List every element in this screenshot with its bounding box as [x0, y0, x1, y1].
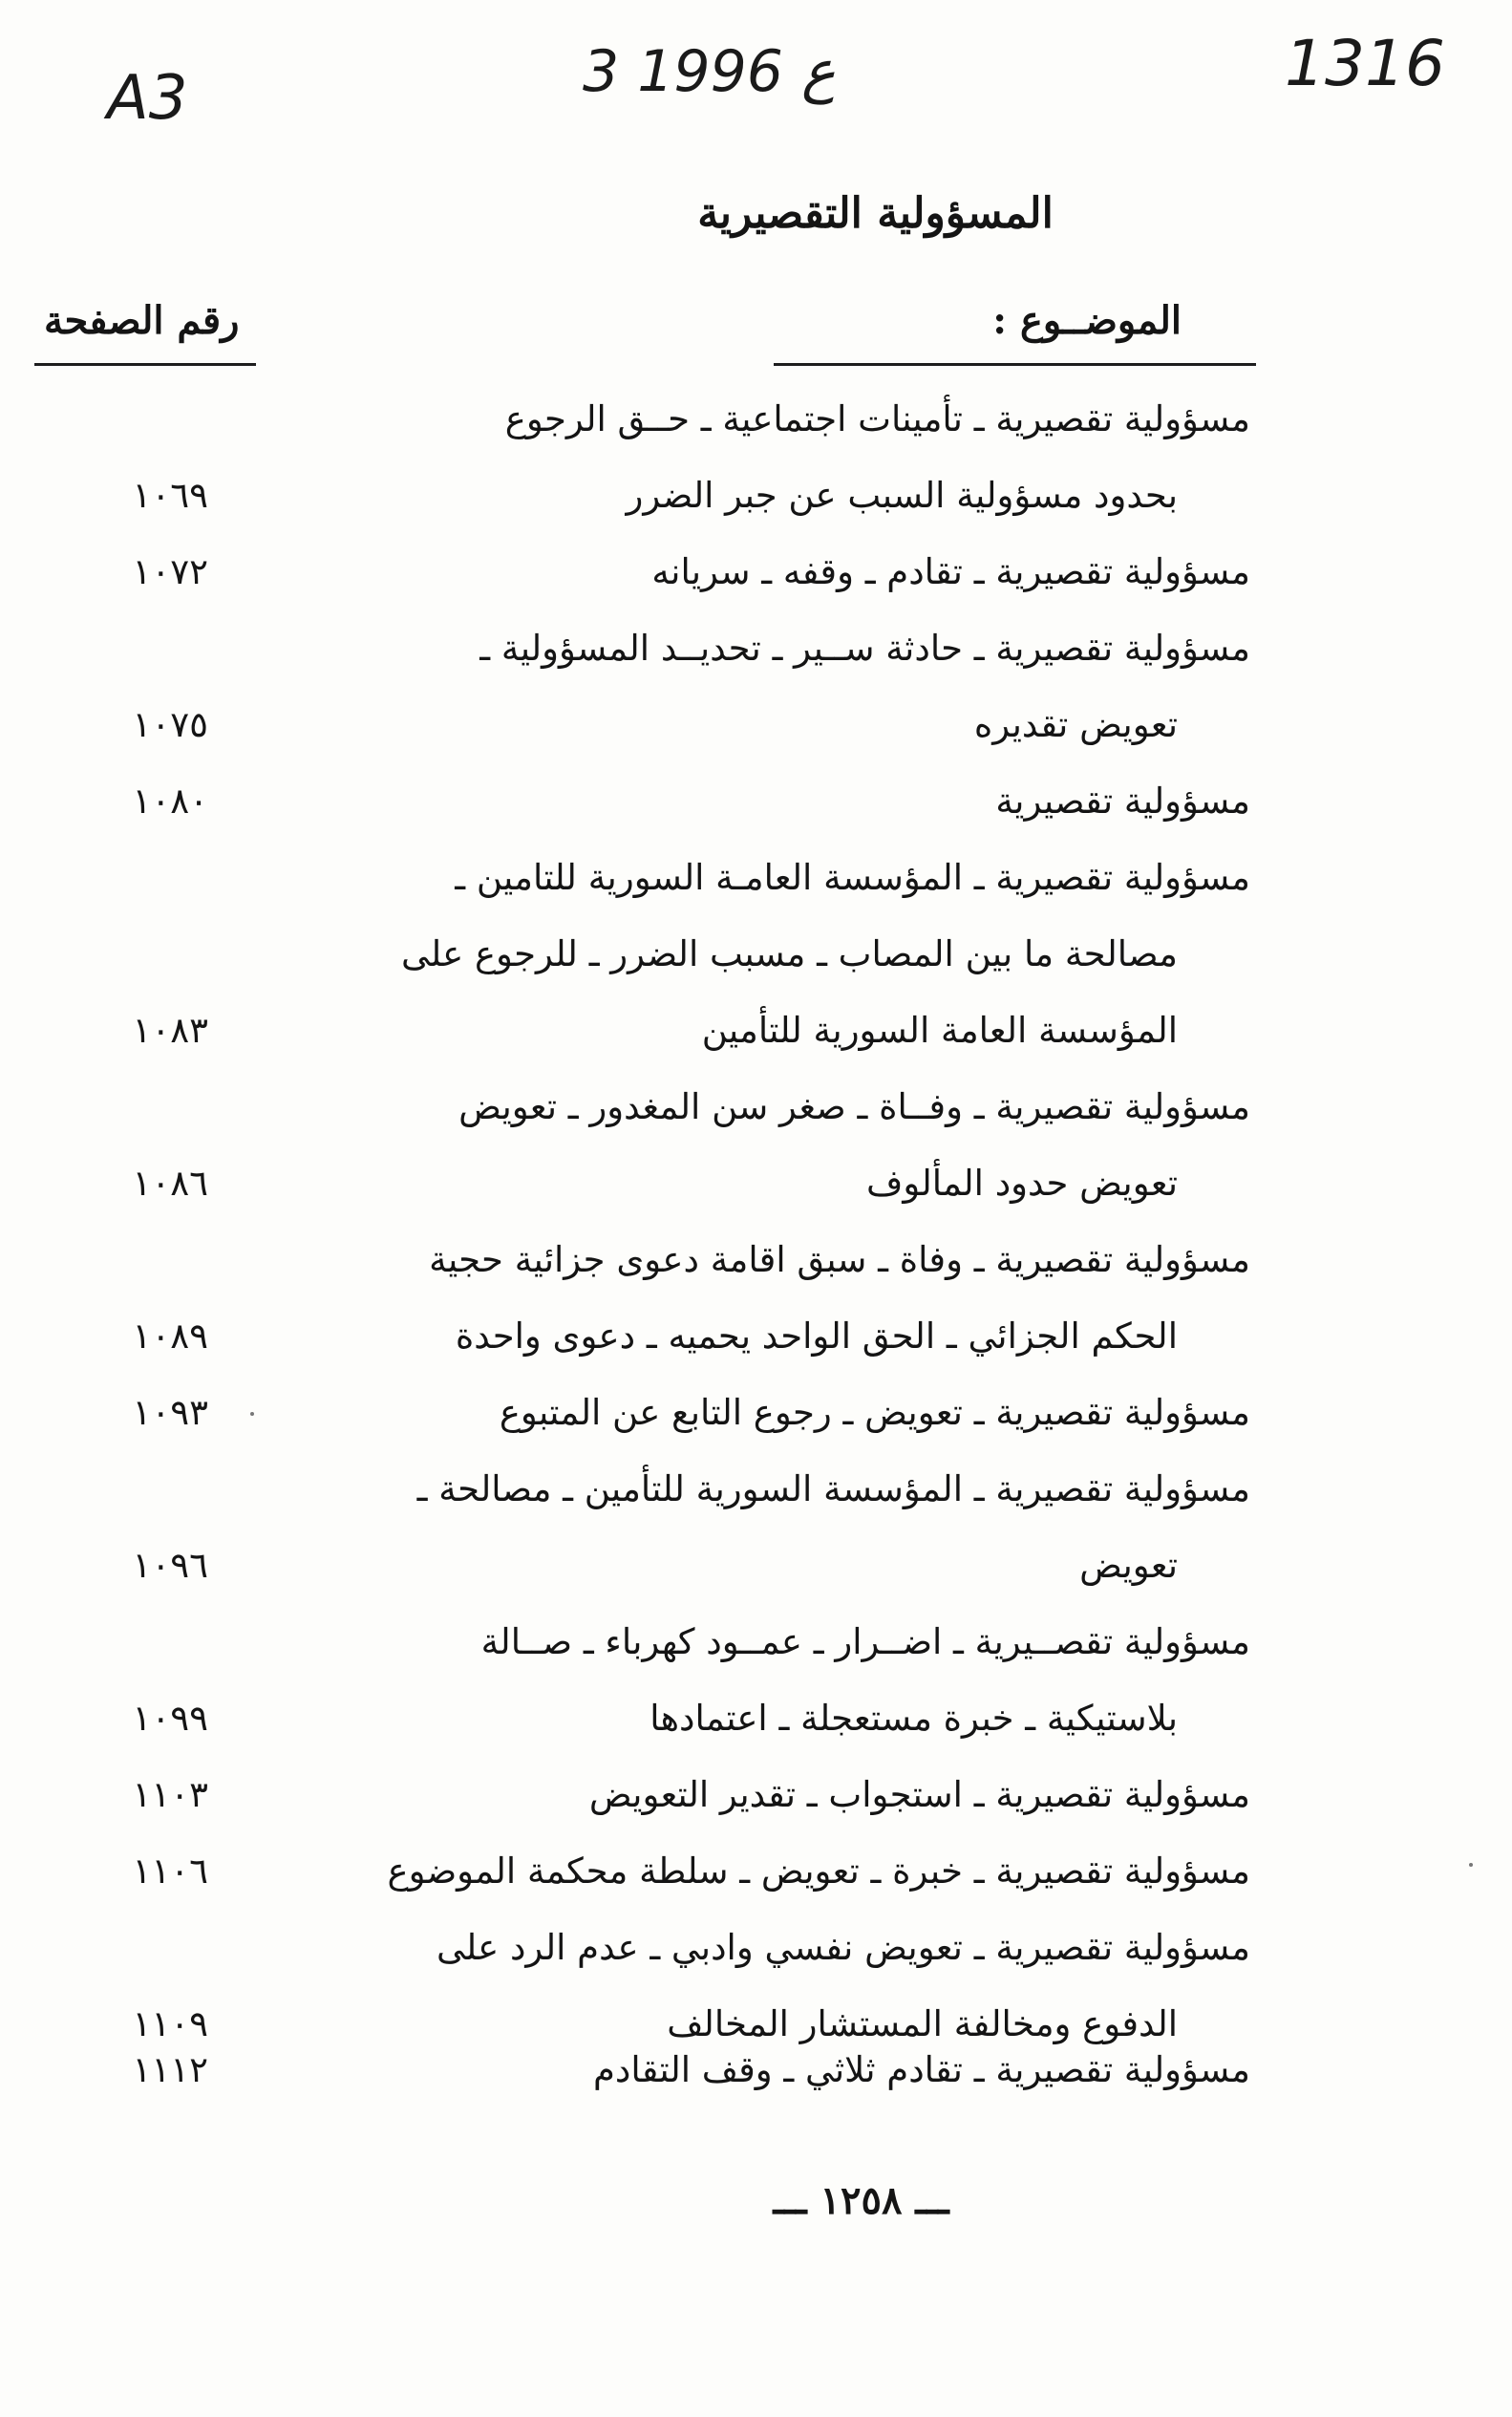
- scan-speck: [1469, 1863, 1473, 1867]
- entry-page-number: ١٠٨٠: [132, 781, 208, 822]
- entry-page-number: ١٠٧٢: [132, 551, 208, 592]
- entry-page-number: ١٠٨٩: [132, 1315, 208, 1357]
- entry-topic-text: مسؤولية تقصيرية ـ تأمينات اجتماعية ـ حــق الرجوع: [504, 398, 1250, 439]
- entry-topic-text: مسؤولية تقصيرية ـ المؤسسة العامـة السورية للتامين ـ: [455, 857, 1250, 898]
- entry-page-number: ١٠٨٦: [132, 1163, 208, 1204]
- entry-topic-text: المؤسسة العامة السورية للتأمين: [701, 1010, 1178, 1051]
- entry-topic-text: مسؤولية تقصــيرية ـ اضــرار ـ عمــود كهرباء ـ صــالة: [480, 1621, 1250, 1662]
- entry-topic-text: الحكم الجزائي ـ الحق الواحد يحميه ـ دعوى واحدة: [455, 1315, 1178, 1357]
- page-title: [0, 189, 1512, 238]
- entry-page-number: ١١١٢: [132, 2049, 208, 2090]
- page-header-underline: [34, 363, 256, 366]
- scan-speck: [250, 1412, 254, 1416]
- entry-topic-text: مسؤولية تقصيرية ـ تقادم ثلاثي ـ وقف التقادم: [592, 2049, 1250, 2090]
- index-entries: [0, 398, 1512, 2140]
- entry-topic-text: مسؤولية تقصيرية ـ المؤسسة السورية للتأمين ـ مصالحة ـ: [416, 1468, 1250, 1509]
- entry-topic-text: بحدود مسؤولية السبب عن جبر الضرر: [626, 475, 1178, 516]
- entry-page-number: ١١٠٣: [132, 1774, 208, 1815]
- entry-page-number: ١١٠٦: [132, 1850, 208, 1892]
- entry-page-number: ١٠٧٥: [132, 704, 208, 745]
- entry-page-number: ١٠٨٣: [132, 1010, 208, 1051]
- footer-page-number: ـــ ١٢٥٨ ـــ: [773, 2178, 949, 2223]
- topic-column-header: الموضــوع :: [992, 298, 1182, 343]
- entry-topic-text: مسؤولية تقصيرية ـ خبرة ـ تعويض ـ سلطة محكمة الموضوع: [387, 1850, 1250, 1892]
- entry-topic-text: مسؤولية تقصيرية ـ وفــاة ـ صغر سن المغدور ـ تعويض: [458, 1086, 1250, 1127]
- entry-page-number: ١١٠٩: [132, 2003, 208, 2044]
- entry-topic-text: مسؤولية تقصيرية: [995, 781, 1250, 822]
- entry-topic-text: مسؤولية تقصيرية ـ وفاة ـ سبق اقامة دعوى جزائية حجية: [429, 1239, 1250, 1280]
- entry-topic-text: تعويض: [1079, 1545, 1178, 1586]
- entry-topic-text: تعويض حدود المألوف: [865, 1163, 1178, 1204]
- entry-topic-text: بلاستيكية ـ خبرة مستعجلة ـ اعتمادها: [650, 1698, 1178, 1739]
- topic-header-underline: [774, 363, 1256, 366]
- entry-topic-text: مصالحة ما بين المصاب ـ مسبب الضرر ـ للرجوع على: [401, 933, 1178, 974]
- entry-page-number: ١٠٩٦: [132, 1545, 208, 1586]
- handwritten-note-left: A3: [107, 63, 188, 134]
- handwritten-note-right: 1316: [1285, 27, 1445, 100]
- page-footer: [0, 2178, 1512, 2223]
- entry-topic-text: تعويض تقديره: [973, 704, 1178, 745]
- page-title-text: المسؤولية التقصيرية: [697, 189, 1054, 238]
- entry-topic-text: مسؤولية تقصيرية ـ تعويض نفسي وادبي ـ عدم الرد على: [437, 1927, 1250, 1968]
- entry-topic-text: مسؤولية تقصيرية ـ تعويض ـ رجوع التابع عن المتبوع: [499, 1392, 1250, 1433]
- handwritten-note-middle: 3 ع 1996: [583, 38, 836, 105]
- entry-topic-text: الدفوع ومخالفة المستشار المخالف: [667, 2003, 1178, 2044]
- entry-topic-text: مسؤولية تقصيرية ـ استجواب ـ تقدير التعويض: [588, 1774, 1250, 1815]
- entry-topic-text: مسؤولية تقصيرية ـ تقادم ـ وقفه ـ سريانه: [651, 551, 1250, 592]
- entry-topic-text: مسؤولية تقصيرية ـ حادثة ســير ـ تحديــد المسؤولية ـ: [479, 628, 1250, 669]
- entry-page-number: ١٠٦٩: [132, 475, 208, 516]
- page-number-column-header: رقم الصفحة: [44, 298, 240, 343]
- entry-page-number: ١٠٩٣: [132, 1392, 208, 1433]
- entry-page-number: ١٠٩٩: [132, 1698, 208, 1739]
